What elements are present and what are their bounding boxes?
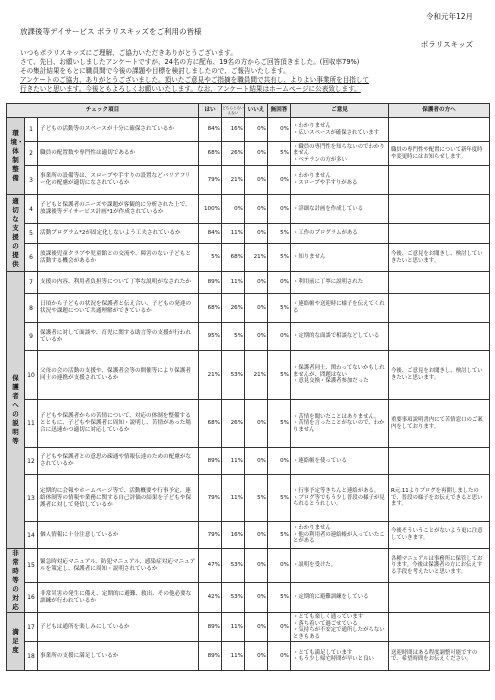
pct-neither: 11% <box>222 475 245 522</box>
table-header-row <box>7 104 490 118</box>
pct-no: 0% <box>245 613 268 642</box>
parent-opinion: ・利用前に丁寧に説明された <box>291 272 389 294</box>
parent-opinion: ・保護者同士、関わってないかもしれませんが、問題はない ・意見交換・保護者参加だった <box>291 351 389 400</box>
pct-neither: 11% <box>222 642 245 671</box>
table-row <box>7 642 490 671</box>
intro-line: いつもポラリスキッズにご理解、ご協力いただきありがとうございます。 <box>20 49 237 57</box>
category-label <box>7 549 25 613</box>
table-row <box>7 323 490 351</box>
pct-neither: 53% <box>222 549 245 583</box>
staff-response <box>389 166 490 195</box>
staff-response <box>389 294 490 323</box>
pct-yes: 47% <box>199 549 222 583</box>
category-label <box>7 118 25 195</box>
pct-yes: 89% <box>199 642 222 671</box>
intro-line: アンケートのご協力、ありがとうございました。頂いたご意見やご指摘を職員間で共有し、よりよい事業所を目指して <box>20 76 370 84</box>
table-row <box>7 448 490 475</box>
pct-yes: 89% <box>199 613 222 642</box>
pct-neither: 26% <box>222 400 245 448</box>
row-number: 3 <box>25 166 38 195</box>
check-item: 子どもや保護者からの苦情について、対応の体制を整備するとともに、子どもや保護者に周知・説明し、苦情があった場合に迅速かつ適切に対応しているか <box>38 400 199 448</box>
pct-noanswer: 0% <box>268 448 291 475</box>
staff-response: 送迎時間はある程度調整可能ですので、希望時間をお伝えください。 <box>389 642 490 671</box>
pct-neither: 5% <box>222 323 245 351</box>
pct-neither: 0% <box>222 195 245 224</box>
table-row <box>7 244 490 272</box>
table-row <box>7 166 490 195</box>
row-number: 12 <box>25 448 38 475</box>
header-opinion: ご意見 <box>291 104 389 118</box>
pct-neither: 11% <box>222 224 245 244</box>
parent-opinion: ・工作のプログラムがある <box>291 224 389 244</box>
pct-yes: 84% <box>199 118 222 142</box>
staff-response: 今後、ご意見をお聞きし、検討していきたいと思います。 <box>389 351 490 400</box>
pct-neither: 26% <box>222 142 245 166</box>
table-body <box>7 118 490 671</box>
pct-yes: 68% <box>199 142 222 166</box>
intro-line: その集計結果をもとに職員間で今後の課題や目標を検討しましたので、ご報告いたします。 <box>20 67 290 75</box>
parent-opinion: ・わかりません ・広いスペースが確保されています <box>291 118 389 142</box>
intro-line: 行きたいと思います。今後ともよろしくお願いいたします。なお、アンケート結果はホームページに公表致します。 <box>20 85 361 93</box>
table-row <box>7 195 490 224</box>
parent-opinion: ・職員の専門性を知らないのでわかりません ・ベテランの方が多い <box>291 142 389 166</box>
row-number: 9 <box>25 323 38 351</box>
survey-table <box>6 103 490 671</box>
category-text: 保護者への説明等 <box>12 374 19 445</box>
pct-neither: 11% <box>222 272 245 294</box>
pct-noanswer: 5% <box>268 294 291 323</box>
pct-yes: 100% <box>199 195 222 224</box>
parent-opinion: ・苦情を聞いたことはありません。 ・苦情を言ったことがないので、わかりません <box>291 400 389 448</box>
table-row <box>7 118 490 142</box>
category-label <box>7 195 25 272</box>
staff-response <box>389 323 490 351</box>
pct-neither: 16% <box>222 118 245 142</box>
parent-opinion: ・定期的に避難訓練をしている <box>291 583 389 613</box>
staff-response <box>389 448 490 475</box>
pct-noanswer: 0% <box>268 272 291 294</box>
table-row <box>7 272 490 294</box>
row-number: 17 <box>25 613 38 642</box>
category-text: 適切な支援の提供 <box>12 197 19 268</box>
pct-noanswer: 5% <box>268 224 291 244</box>
check-item: 父母の会の活動の支援や、保護者会等の開催等により保護者同士の連携が支援されているか <box>38 351 199 400</box>
pct-no: 21% <box>245 351 268 400</box>
pct-no: 0% <box>245 272 268 294</box>
pct-no: 0% <box>245 294 268 323</box>
pct-neither: 68% <box>222 244 245 272</box>
pct-yes: 79% <box>199 166 222 195</box>
row-number: 4 <box>25 195 38 224</box>
document-date: 令和元年12月 <box>425 12 473 21</box>
parent-opinion: ・説明を受けた。 <box>291 549 389 583</box>
row-number: 14 <box>25 522 38 549</box>
pct-noanswer: 5% <box>268 351 291 400</box>
pct-yes: 79% <box>199 475 222 522</box>
row-number: 15 <box>25 549 38 583</box>
pct-noanswer: 5% <box>268 522 291 549</box>
check-item: 日頃から子どもの状況を保護者と伝え合い、子どもの発達の状況や課題について共通理解ができているか <box>38 294 199 323</box>
pct-neither: 11% <box>222 448 245 475</box>
pct-neither: 21% <box>222 166 245 195</box>
category-text: 環境・体制整備 <box>10 129 24 182</box>
category-label <box>7 272 25 549</box>
pct-no: 0% <box>245 323 268 351</box>
row-number: 13 <box>25 475 38 522</box>
row-number: 7 <box>25 272 38 294</box>
pct-no: 0% <box>245 642 268 671</box>
pct-yes: 84% <box>199 224 222 244</box>
pct-noanswer: 0% <box>268 613 291 642</box>
staff-response: 重要事項説明書内にて苦情窓口のご案内をしております。 <box>389 400 490 448</box>
category-label <box>7 613 25 671</box>
check-item: 保護者に対して面談や、育児に関する助言等の支援が行われているか <box>38 323 199 351</box>
pct-neither: 16% <box>222 522 245 549</box>
check-item: 支援の内容、利用者負担等について丁寧な説明がなされたか <box>38 272 199 294</box>
pct-neither: 26% <box>222 294 245 323</box>
parent-opinion: ・定期的な面談で相談などしている <box>291 323 389 351</box>
check-item: 事業所の設備等は、スロープや手すりの設置などバリアフリー化の配慮が適切になされているか <box>38 166 199 195</box>
pct-no: 0% <box>245 583 268 613</box>
pct-neither: 53% <box>222 583 245 613</box>
check-item: 定期的に会報やホームページ等で、活動概要や行事予定、連絡体制等の情報や業務に関する自己評価の結果を子どもや保護者に対して発信しているか <box>38 475 199 522</box>
row-number: 8 <box>25 294 38 323</box>
row-number: 5 <box>25 224 38 244</box>
organization-name: ポラリスキッズ <box>420 40 473 49</box>
table-row <box>7 224 490 244</box>
pct-yes: 42% <box>199 583 222 613</box>
parent-opinion: ・連絡帳や送迎時に様子を伝えてくれる <box>291 294 389 323</box>
check-item: 子どもと保護者のニーズや課題が客観的に分析された上で、放課後等デイサービス計画*1が作成されているか <box>38 195 199 224</box>
parent-opinion: ・詳細な計画を作成している <box>291 195 389 224</box>
staff-response: 各種マニュアルは事務所に保管しております。今後は保護者の方にお伝えする手段を考えたいと思います。 <box>389 549 490 583</box>
staff-response <box>389 272 490 294</box>
category-text: 満足度 <box>12 628 19 655</box>
pct-no: 0% <box>245 195 268 224</box>
pct-no: 21% <box>245 244 268 272</box>
pct-noanswer: 5% <box>268 475 291 522</box>
row-number: 2 <box>25 142 38 166</box>
staff-response <box>389 583 490 613</box>
row-number: 6 <box>25 244 38 272</box>
pct-yes: 5% <box>199 244 222 272</box>
check-item: 子どもの活動等のスペースが十分に確保されているか <box>38 118 199 142</box>
parent-opinion: ・とても楽しく通っています ・落ち着いて過ごせている ・気持ちが不安定で通所したがらないときもある <box>291 613 389 642</box>
check-item: 緊急時対応マニュアル、防犯マニュアル、感染症対応マニュアルを策定し、保護者に周知・説明されているか <box>38 549 199 583</box>
pct-yes: 79% <box>199 522 222 549</box>
staff-response <box>389 118 490 142</box>
parent-opinion: ・知りません <box>291 244 389 272</box>
pct-yes: 89% <box>199 272 222 294</box>
check-item: 活動プログラム*2が固定化しないよう工夫されているか <box>38 224 199 244</box>
pct-noanswer: 0% <box>268 323 291 351</box>
check-item: 非常災害の発生に備え、定期的に避難、救出、その他必要な訓練が行われているか <box>38 583 199 613</box>
pct-no: 0% <box>245 224 268 244</box>
staff-response: 今後そういうことがないよう更に注意していきます。 <box>389 522 490 549</box>
parent-opinion: ・とても満足しています ・もう少し帰宅時間が早いと良い <box>291 642 389 671</box>
parent-opinion: ・行事予定等きちんと連絡がある。 ・ブログ等でもう少し普段の様子が見られるとうれしい。 <box>291 475 389 522</box>
pct-neither: 53% <box>222 351 245 400</box>
pct-no: 0% <box>245 166 268 195</box>
pct-noanswer: 0% <box>268 118 291 142</box>
intro-line: さて、先日、お願いしましたアンケートですが、24名の方に配布、19名の方からご回答頂きました。(回収率79%) <box>20 58 360 66</box>
table-row <box>7 549 490 583</box>
table-row <box>7 475 490 522</box>
row-number: 10 <box>25 351 38 400</box>
pct-no: 0% <box>245 448 268 475</box>
staff-response <box>389 195 490 224</box>
pct-yes: 21% <box>199 351 222 400</box>
pct-yes: 89% <box>199 448 222 475</box>
pct-noanswer: 5% <box>268 142 291 166</box>
pct-neither: 11% <box>222 613 245 642</box>
row-number: 1 <box>25 118 38 142</box>
check-item: 子どもや保護者との意思の疎通や情報伝達のための配慮がなされているか <box>38 448 199 475</box>
header-neither: どちらともいえない <box>222 104 245 118</box>
staff-response: 職員の専門性や配置について新年度時や変更時にはお知らせします。 <box>389 142 490 166</box>
parent-opinion: ・わかりません ・他の利用者の連絡帳が入っていたことがある <box>291 522 389 549</box>
table-row <box>7 613 490 642</box>
header-response: 保護者の方へ <box>389 104 490 118</box>
pct-no: 0% <box>245 142 268 166</box>
table-row <box>7 583 490 613</box>
pct-no: 0% <box>245 400 268 448</box>
parent-opinion: ・わかりません ・スロープや手すりがある <box>291 166 389 195</box>
row-number: 11 <box>25 400 38 448</box>
table-row <box>7 294 490 323</box>
pct-noanswer: 0% <box>268 549 291 583</box>
category-text: 非常時等の対応 <box>12 549 19 611</box>
table-row <box>7 400 490 448</box>
pct-noanswer: 5% <box>268 400 291 448</box>
header-yes: はい <box>199 104 222 118</box>
pct-no: 5% <box>245 475 268 522</box>
pct-yes: 95% <box>199 323 222 351</box>
row-number: 16 <box>25 583 38 613</box>
pct-noanswer: 5% <box>268 244 291 272</box>
pct-no: 0% <box>245 522 268 549</box>
document-title: 放課後等デイサービス ポラリスキッズをご利用の皆様 <box>20 27 202 36</box>
pct-no: 0% <box>245 549 268 583</box>
table-row <box>7 351 490 400</box>
staff-response: R元.11よりブログを再開しましたので、普段の様子をお伝えできると思います。 <box>389 475 490 522</box>
staff-response <box>389 613 490 642</box>
check-item: 放課後児童クラブや児童館との交流や、障害のない子どもと活動する機会があるか <box>38 244 199 272</box>
check-item: 個人情報に十分注意しているか <box>38 522 199 549</box>
table-row <box>7 142 490 166</box>
check-item: 職員の配置数や専門性は適切であるか <box>38 142 199 166</box>
parent-opinion: ・連絡帳を使っている <box>291 448 389 475</box>
header-noanswer: 無回答 <box>268 104 291 118</box>
pct-noanswer: 5% <box>268 583 291 613</box>
pct-yes: 68% <box>199 400 222 448</box>
staff-response <box>389 224 490 244</box>
table-row <box>7 522 490 549</box>
pct-yes: 68% <box>199 294 222 323</box>
staff-response: 今後、ご意見をお聞きし、検討していきたいと思います。 <box>389 244 490 272</box>
check-item: 事業所の支援に満足しているか <box>38 642 199 671</box>
row-number: 18 <box>25 642 38 671</box>
intro-text <box>20 49 475 94</box>
pct-noanswer: 0% <box>268 642 291 671</box>
header-item: チェック項目 <box>7 104 199 118</box>
pct-no: 0% <box>245 118 268 142</box>
check-item: 子どもは通所を楽しみにしているか <box>38 613 199 642</box>
pct-noanswer: 0% <box>268 166 291 195</box>
header-no: いいえ <box>245 104 268 118</box>
pct-noanswer: 0% <box>268 195 291 224</box>
